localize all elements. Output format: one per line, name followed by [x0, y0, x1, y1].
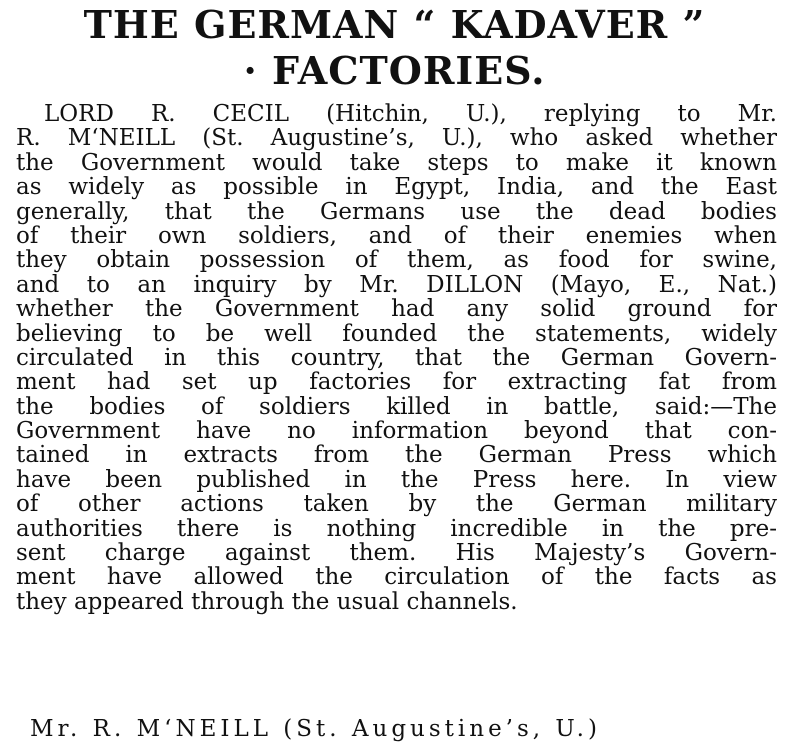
body-line: R. M‘NEILL (St. Augustine’s, U.), who asked whether: [16, 125, 777, 152]
body-line: circulated in this country, that the German Govern-: [16, 344, 777, 371]
body-line: tained in extracts from the German Press which: [16, 442, 777, 469]
body-line: the bodies of soldiers killed in battle, said:—The: [16, 393, 777, 420]
body-line: they obtain possession of them, as food for swine,: [16, 247, 777, 274]
body-line: believing to be well founded the statements, widely: [16, 320, 777, 347]
body-line: as widely as possible in Egypt, India, and the East: [16, 174, 777, 201]
body-line: and to an inquiry by Mr. DILLON (Mayo, E., Nat.): [16, 271, 777, 298]
body-line: sent charge against them. His Majesty’s Govern-: [16, 540, 777, 567]
body-line: have been published in the Press here. In view: [16, 466, 777, 493]
cut-off-next-line: [0, 716, 789, 742]
body-line: LORD R. CECIL (Hitchin, U.), replying to Mr.: [44, 101, 777, 127]
body-line: ment have allowed the circulation of the facts as: [16, 564, 777, 591]
body-line: of their own soldiers, and of their enemies when: [16, 222, 777, 249]
body-line: generally, that the Germans use the dead bodies: [16, 198, 777, 225]
body-line: the Government would take steps to make it known: [16, 149, 777, 176]
body-line: authorities there is nothing incredible in the pre-: [16, 515, 777, 542]
body-line: they appeared through the usual channels.: [16, 588, 518, 615]
body-line: of other actions taken by the German military: [16, 491, 777, 518]
headline: [0, 2, 789, 94]
headline-line-1: THE GERMAN “ KADAVER ”: [83, 2, 706, 47]
body-line: Government have no information beyond that con-: [16, 418, 777, 445]
article-body: [16, 102, 777, 614]
headline-line-2: · FACTORIES.: [243, 48, 546, 93]
body-line: ment had set up factories for extracting fat from: [16, 369, 777, 396]
cut-off-text: Mr. R. M‘NEILL (St. Augustine’s, U.): [30, 716, 601, 742]
body-line: whether the Government had any solid ground for: [16, 296, 777, 323]
